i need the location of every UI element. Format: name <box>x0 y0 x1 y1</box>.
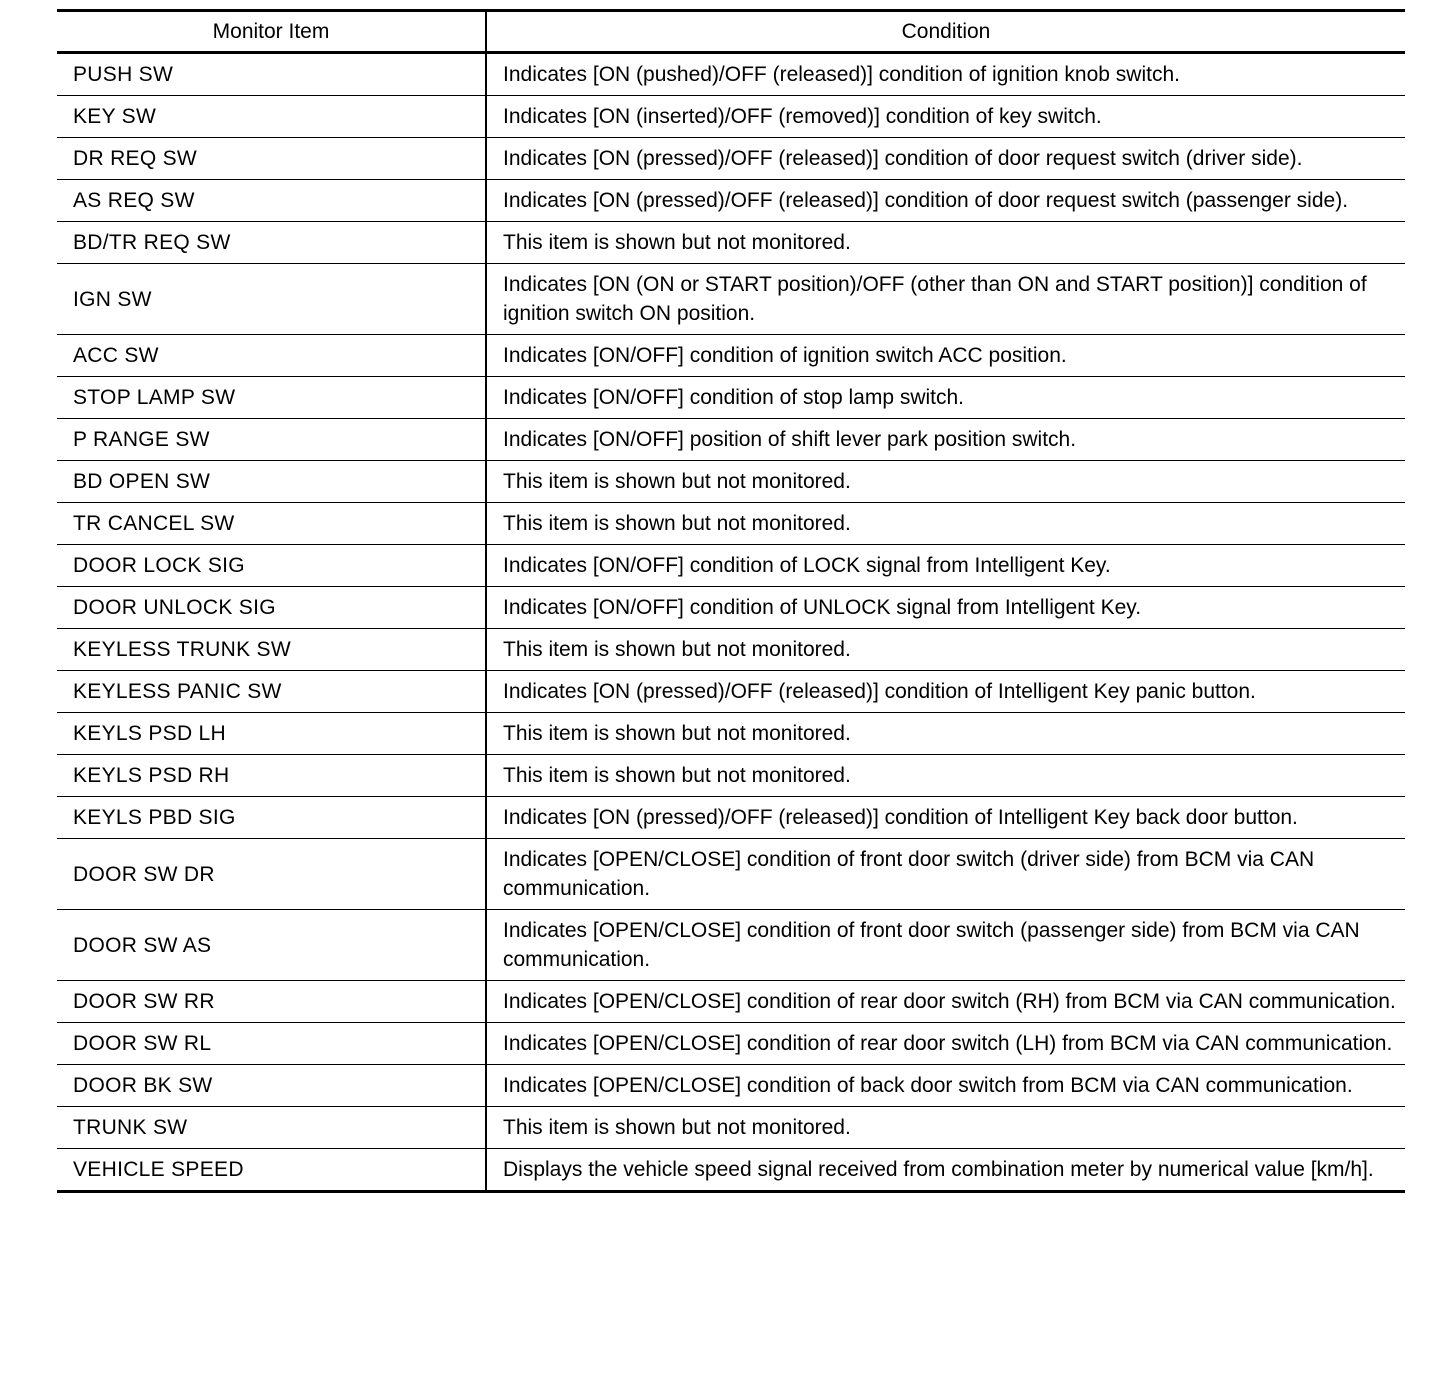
condition-cell: This item is shown but not monitored. <box>486 503 1405 545</box>
monitor-item-cell: DR REQ SW <box>57 138 486 180</box>
table-row <box>57 180 1405 222</box>
monitor-item-table <box>57 9 1405 1193</box>
monitor-item-cell: DOOR SW DR <box>57 839 486 910</box>
monitor-item-cell: BD OPEN SW <box>57 461 486 503</box>
condition-cell: Indicates [OPEN/CLOSE] condition of rear door switch (RH) from BCM via CAN communication. <box>486 981 1405 1023</box>
condition-cell: Indicates [OPEN/CLOSE] condition of back door switch from BCM via CAN communication. <box>486 1065 1405 1107</box>
table-row <box>57 910 1405 981</box>
monitor-item-cell: AS REQ SW <box>57 180 486 222</box>
table-row <box>57 1065 1405 1107</box>
table-row <box>57 587 1405 629</box>
condition-cell: This item is shown but not monitored. <box>486 461 1405 503</box>
table-row <box>57 545 1405 587</box>
condition-cell: This item is shown but not monitored. <box>486 1107 1405 1149</box>
monitor-item-cell: DOOR SW RL <box>57 1023 486 1065</box>
condition-cell: Indicates [OPEN/CLOSE] condition of front door switch (driver side) from BCM via CAN communication. <box>486 839 1405 910</box>
monitor-item-cell: DOOR SW AS <box>57 910 486 981</box>
condition-cell: Indicates [ON/OFF] condition of stop lamp switch. <box>486 377 1405 419</box>
monitor-item-cell: DOOR SW RR <box>57 981 486 1023</box>
condition-cell: Indicates [OPEN/CLOSE] condition of front door switch (passenger side) from BCM via CAN communication. <box>486 910 1405 981</box>
table-row <box>57 419 1405 461</box>
monitor-item-cell: TRUNK SW <box>57 1107 486 1149</box>
condition-cell: This item is shown but not monitored. <box>486 755 1405 797</box>
monitor-item-cell: VEHICLE SPEED <box>57 1149 486 1192</box>
monitor-item-cell: KEYLESS PANIC SW <box>57 671 486 713</box>
monitor-item-cell: KEYLS PSD LH <box>57 713 486 755</box>
table-row <box>57 503 1405 545</box>
table-row <box>57 335 1405 377</box>
condition-cell: Indicates [ON (inserted)/OFF (removed)] condition of key switch. <box>486 96 1405 138</box>
table-row <box>57 96 1405 138</box>
condition-cell: Indicates [ON/OFF] condition of LOCK signal from Intelligent Key. <box>486 545 1405 587</box>
condition-cell: Indicates [ON (pressed)/OFF (released)] condition of Intelligent Key panic button. <box>486 671 1405 713</box>
table-row <box>57 713 1405 755</box>
table-row <box>57 138 1405 180</box>
table-row <box>57 839 1405 910</box>
monitor-item-cell: TR CANCEL SW <box>57 503 486 545</box>
condition-cell: Indicates [ON/OFF] condition of UNLOCK signal from Intelligent Key. <box>486 587 1405 629</box>
table-row <box>57 264 1405 335</box>
condition-cell: Displays the vehicle speed signal received from combination meter by numerical value [km/h]. <box>486 1149 1405 1192</box>
monitor-item-cell: KEYLS PSD RH <box>57 755 486 797</box>
monitor-item-cell: KEYLS PBD SIG <box>57 797 486 839</box>
table-row <box>57 671 1405 713</box>
monitor-item-cell: DOOR BK SW <box>57 1065 486 1107</box>
table-row <box>57 377 1405 419</box>
monitor-item-cell: STOP LAMP SW <box>57 377 486 419</box>
table-header-row <box>57 11 1405 53</box>
header-condition: Condition <box>486 11 1405 53</box>
condition-cell: This item is shown but not monitored. <box>486 629 1405 671</box>
condition-cell: Indicates [ON (pushed)/OFF (released)] condition of ignition knob switch. <box>486 53 1405 96</box>
monitor-item-cell: PUSH SW <box>73 63 174 86</box>
table-row <box>57 1023 1405 1065</box>
table-row <box>57 461 1405 503</box>
monitor-item-cell: ACC SW <box>57 335 486 377</box>
table-row <box>57 53 1405 96</box>
condition-cell: Indicates [OPEN/CLOSE] condition of rear door switch (LH) from BCM via CAN communication. <box>486 1023 1405 1065</box>
monitor-item-cell: IGN SW <box>57 264 486 335</box>
monitor-item-cell: BD/TR REQ SW <box>57 222 486 264</box>
table-row <box>57 981 1405 1023</box>
table-row <box>57 1107 1405 1149</box>
monitor-item-cell: KEYLESS TRUNK SW <box>57 629 486 671</box>
table-row <box>57 755 1405 797</box>
monitor-item-cell: P RANGE SW <box>57 419 486 461</box>
condition-cell: Indicates [ON (pressed)/OFF (released)] condition of Intelligent Key back door button. <box>486 797 1405 839</box>
condition-cell: This item is shown but not monitored. <box>486 713 1405 755</box>
condition-cell: This item is shown but not monitored. <box>486 222 1405 264</box>
table-row <box>57 222 1405 264</box>
monitor-item-cell: KEY SW <box>57 96 486 138</box>
table-row <box>57 797 1405 839</box>
monitor-item-cell: DOOR LOCK SIG <box>57 545 486 587</box>
condition-cell: Indicates [ON/OFF] position of shift lever park position switch. <box>486 419 1405 461</box>
monitor-item-cell: DOOR UNLOCK SIG <box>57 587 486 629</box>
condition-cell: Indicates [ON/OFF] condition of ignition switch ACC position. <box>486 335 1405 377</box>
condition-cell: Indicates [ON (ON or START position)/OFF (other than ON and START position)] condition of ignition switch ON position. <box>486 264 1405 335</box>
condition-cell: Indicates [ON (pressed)/OFF (released)] condition of door request switch (driver side). <box>486 138 1405 180</box>
condition-cell: Indicates [ON (pressed)/OFF (released)] condition of door request switch (passenger side). <box>486 180 1405 222</box>
header-monitor-item: Monitor Item <box>57 11 486 53</box>
table-row <box>57 1149 1405 1192</box>
table-row <box>57 629 1405 671</box>
